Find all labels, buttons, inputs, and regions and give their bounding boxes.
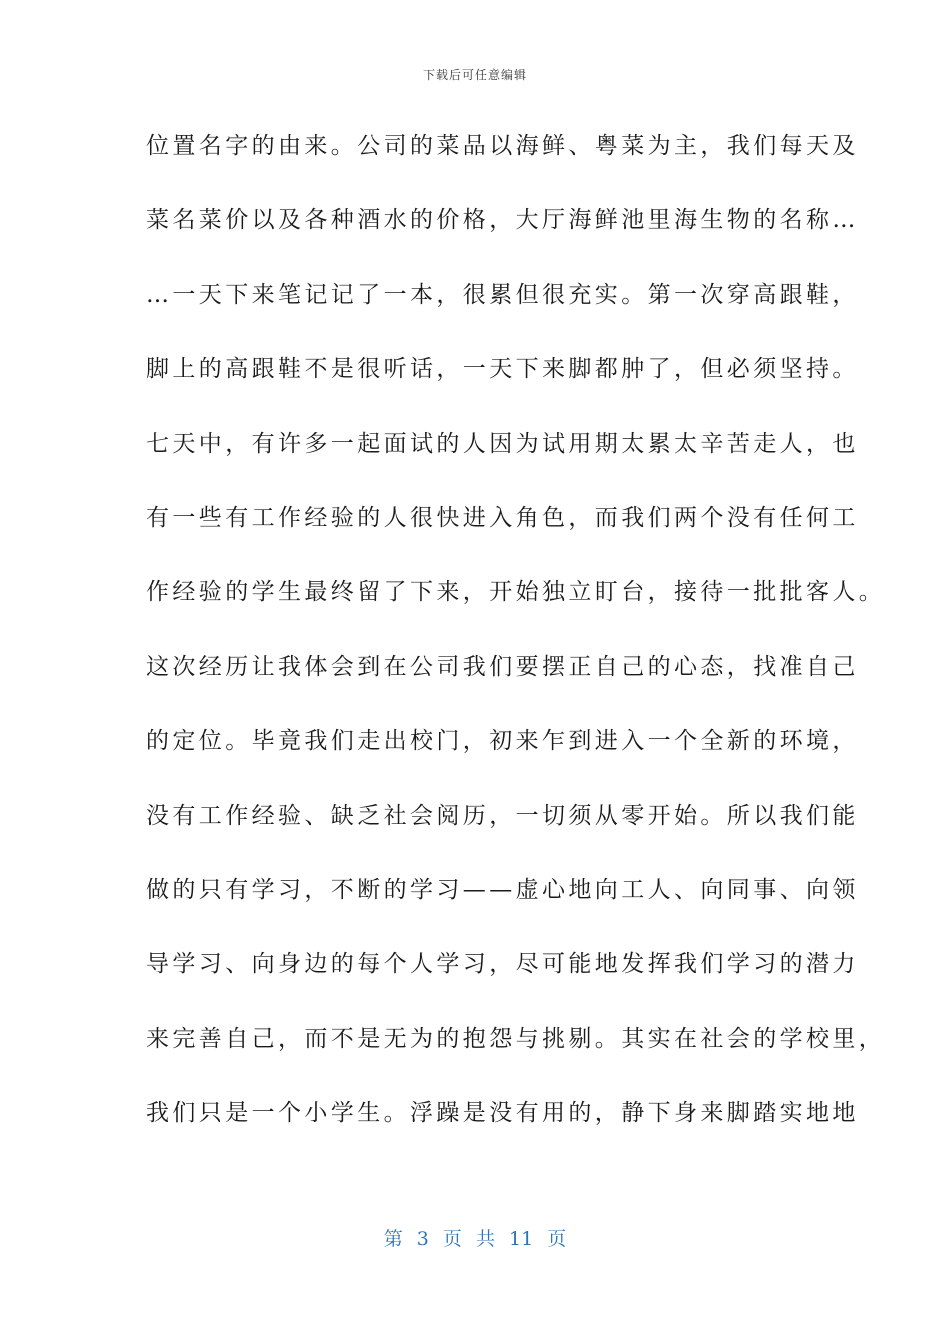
- text-line: 来完善自己，而不是无为的抱怨与挑剔。其实在社会的学校里，: [146, 1025, 886, 1052]
- document-body: [146, 126, 886, 1167]
- text-line: 做的只有学习，不断的学习——虚心地向工人、向同事、向领: [146, 876, 859, 903]
- page-header: 下载后可任意编辑: [422, 68, 527, 82]
- text-line: 作经验的学生最终留了下来，开始独立盯台，接待一批批客人。: [146, 579, 886, 606]
- text-line: 的定位。毕竟我们走出校门，初来乍到进入一个全新的环境，: [146, 728, 859, 755]
- text-line: 有一些有工作经验的人很快进入角色，而我们两个没有任何工: [146, 504, 859, 531]
- text-line: 菜名菜价以及各种酒水的价格，大厅海鲜池里海生物的名称…: [146, 207, 859, 234]
- text-line: 位置名字的由来。公司的菜品以海鲜、粤菜为主，我们每天及: [146, 133, 859, 159]
- text-line: 脚上的高跟鞋不是很听话，一天下来脚都肿了，但必须坚持。: [146, 356, 859, 383]
- text-line: 没有工作经验、缺乏社会阅历，一切须从零开始。所以我们能: [146, 802, 859, 829]
- text-line: 七天中，有许多一起面试的人因为试用期太累太辛苦走人，也: [146, 430, 859, 457]
- text-line: 我们只是一个小学生。浮躁是没有用的，静下身来脚踏实地地: [146, 1100, 859, 1127]
- text-line: 导学习、向身边的每个人学习，尽可能地发挥我们学习的潜力: [146, 951, 859, 978]
- text-line: …一天下来笔记记了一本，很累但很充实。第一次穿高跟鞋，: [146, 281, 859, 308]
- page-number-footer: 第 3 页 共 11 页: [383, 1228, 567, 1250]
- text-line: 这次经历让我体会到在公司我们要摆正自己的心态，找准自己: [146, 653, 859, 680]
